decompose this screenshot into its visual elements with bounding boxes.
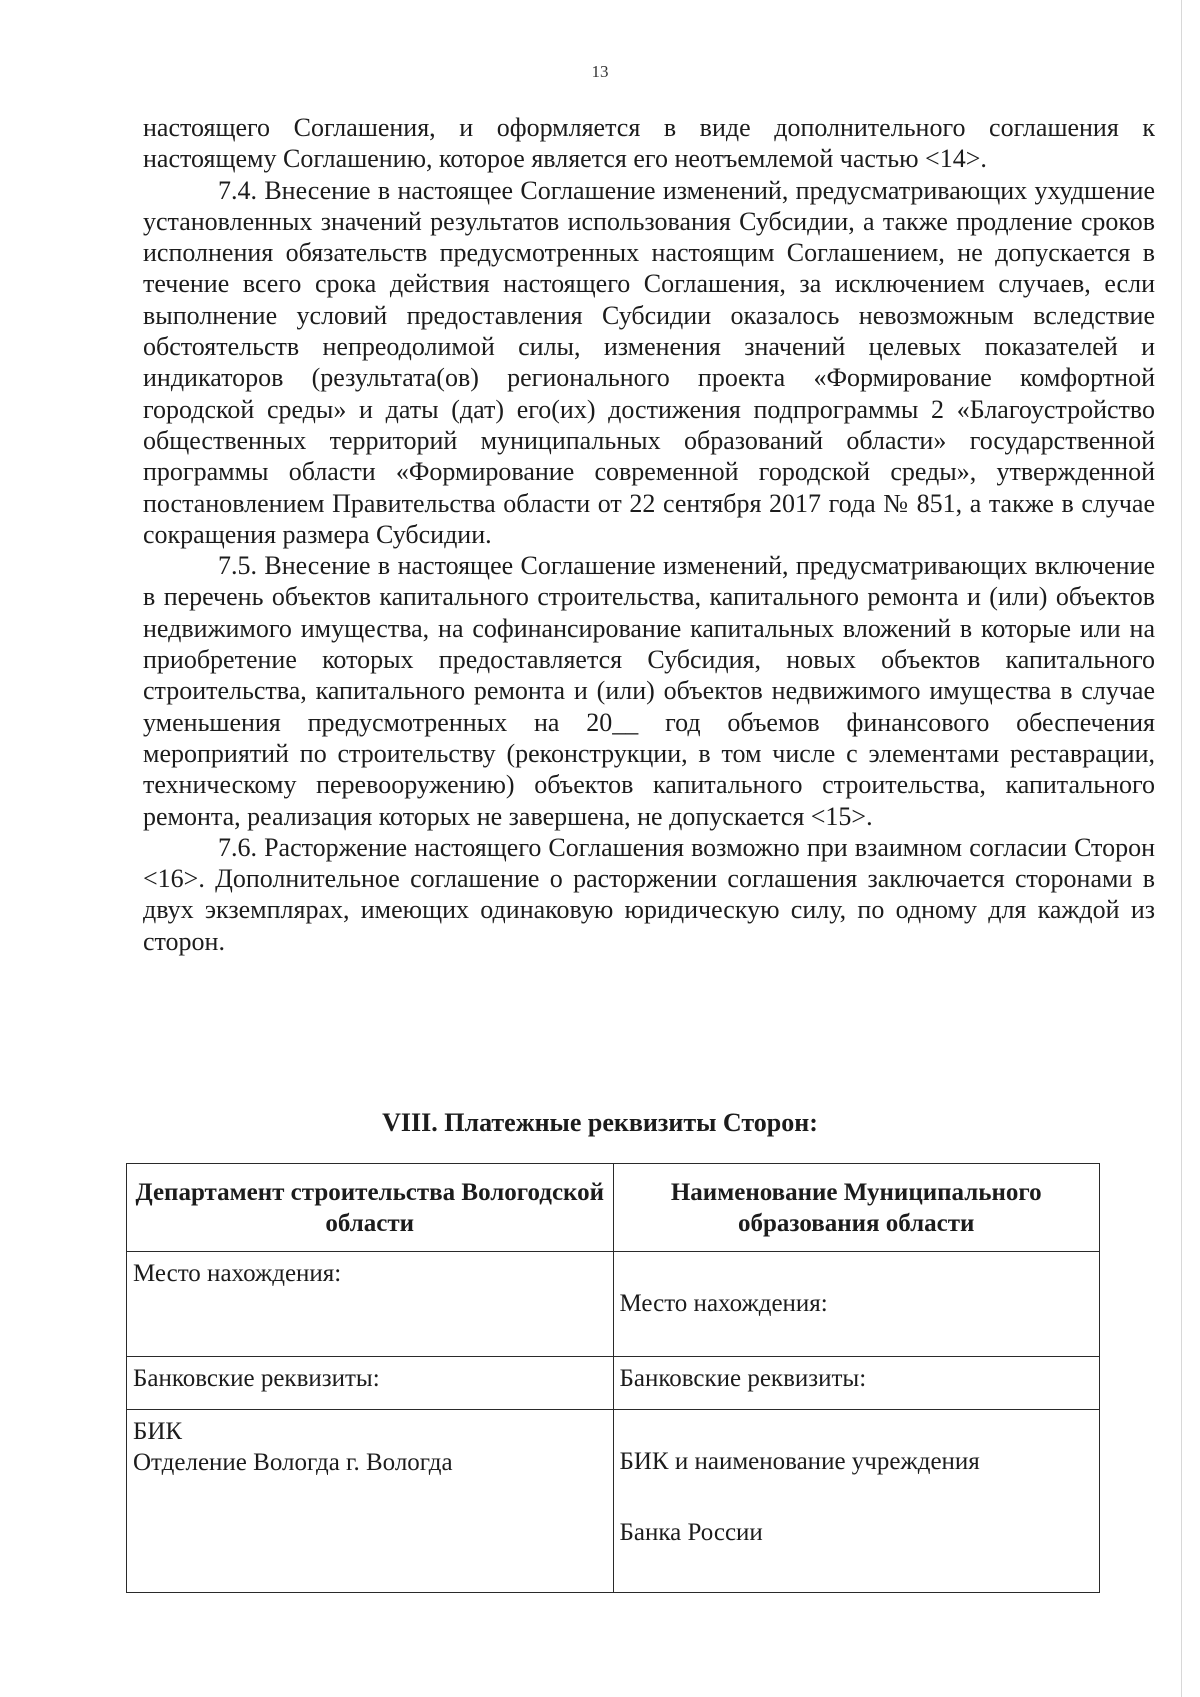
bank-left-cell: Банковские реквизиты:	[127, 1357, 614, 1410]
address-left-cell: Место нахождения:	[127, 1252, 614, 1357]
paragraph-7-6: 7.6. Расторжение настоящего Соглашения возможно при взаимном согласии Сторон <16>. Дополнительное соглашение о расторжении соглашения заключается сторонами в двух экземплярах, имеющих одинаковую юридическую силу, по одному для каждой из сторон.	[143, 832, 1155, 956]
bik-right-cell	[613, 1410, 1100, 1593]
paragraph-7-5: 7.5. Внесение в настоящее Соглашение изменений, предусматривающих включение в перечень объектов капитального строительства, капитального ремонта и (или) объектов недвижимого имущества, на софинансирование капитальных вложений в которые или на приобретение которых предоставляется Субсидия, новых объектов капитального строительства, капитального ремонта и (или) объектов недвижимого имущества в случае уменьшения предусмотренных на 20__ год объемов финансового обеспечения мероприятий по строительству (реконструкции, в том числе с элементами реставрации, техническому перевооружению) объектов капитального строительства, капитального ремонта, реализация которых не завершена, не допускается <15>.	[143, 551, 1155, 831]
paragraph-7-4: 7.4. Внесение в настоящее Соглашение изменений, предусматривающих ухудшение установленных значений результатов использования Субсидии, а также продление сроков исполнения обязательств предусмотренных настоящим Соглашением, не допускается в течение всего срока действия настоящего Соглашения, за исключением случаев, если выполнение условий предоставления Субсидии оказалось невозможным вследствие обстоятельств непреодолимой силы, изменения значений целевых показателей и индикаторов (результата(ов) регионального проекта «Формирование комфортной городской среды» и даты (дат) его(их) достижения подпрограммы 2 «Благоустройство общественных территорий муниципальных образований области» государственной программы области «Формирование современной городской среды», утвержденной постановлением Правительства области от 22 сентября 2017 года № 851, а также в случае сокращения размера Субсидии.	[143, 175, 1155, 549]
bank-right-cell: Банковские реквизиты:	[613, 1357, 1100, 1410]
bik-right-line1: БИК и наименование учреждения	[619, 1448, 980, 1475]
table-row	[127, 1410, 1100, 1593]
table-header-row	[127, 1164, 1100, 1252]
header-left-party: Департамент строительства Вологодской области	[127, 1164, 614, 1252]
document-body	[143, 112, 1155, 957]
page-number: 13	[591, 62, 609, 81]
bik-left-cell	[127, 1410, 614, 1593]
paragraph-continuation: настоящего Соглашения, и оформляется в виде дополнительного соглашения к настоящему Соглашению, которое является его неотъемлемой частью <14>.	[143, 113, 1155, 174]
address-right-cell: Место нахождения:	[613, 1252, 1100, 1357]
requisites-table	[126, 1163, 1100, 1593]
table-row	[127, 1252, 1100, 1357]
bik-left-line2: Отделение Вологда г. Вологда	[133, 1449, 453, 1476]
header-right-party: Наименование Муниципального образования области	[613, 1164, 1100, 1252]
bik-right-line2: Банка России	[619, 1519, 763, 1546]
bik-left-line1: БИК	[133, 1418, 183, 1445]
table-row	[127, 1357, 1100, 1410]
section-title: VIII. Платежные реквизиты Сторон:	[382, 1108, 818, 1137]
scan-edge-line	[1181, 0, 1182, 1697]
